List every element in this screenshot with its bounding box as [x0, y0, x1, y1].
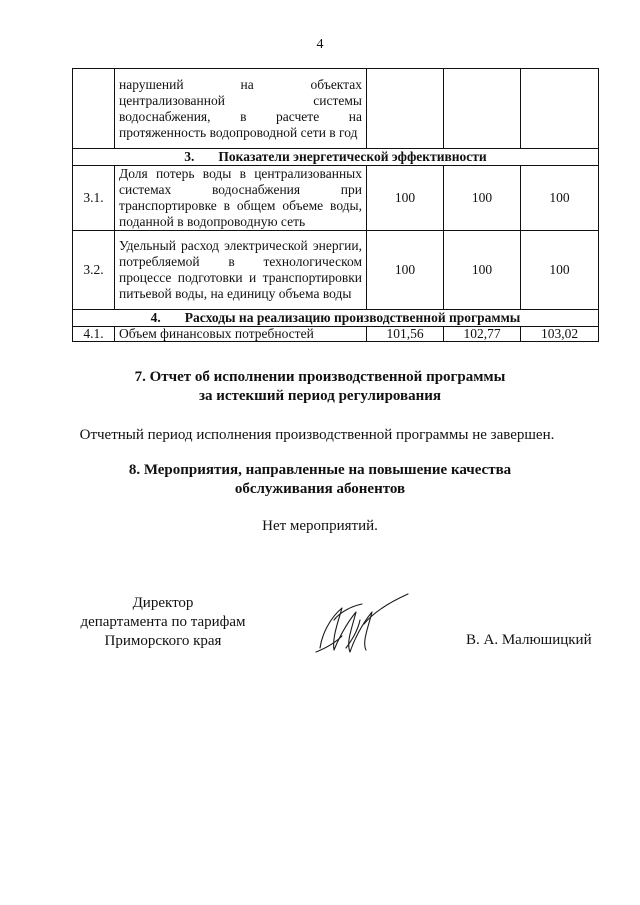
signatory-position	[68, 594, 258, 651]
continuation-description: нарушений на объектах централизованной системы водоснабжения, в расчете на протяженность водопроводной сети в год	[115, 69, 367, 149]
value-cell: 103,02	[521, 327, 599, 342]
row-number: 3.1.	[73, 166, 115, 231]
heading-line: 7. Отчет об исполнении производственной программы	[134, 369, 506, 385]
row-number: 4.1.	[73, 327, 115, 342]
value-cell	[444, 69, 521, 149]
value-cell: 102,77	[444, 327, 521, 342]
position-line: Директор	[132, 595, 194, 611]
row-description: Объем финансовых потребностей	[115, 327, 367, 342]
row-number: 3.2.	[73, 231, 115, 310]
page-number: 4	[316, 37, 324, 52]
value-cell: 100	[444, 231, 521, 310]
value-cell	[521, 69, 599, 149]
row-description: Доля потерь воды в централизованных системах водоснабжения при транспортировке в общем объеме воды, поданной в водопроводную сеть	[115, 166, 367, 231]
section-row-3	[73, 149, 599, 166]
section-title: Расходы на реализацию производственной программы	[184, 310, 521, 325]
handwritten-signature	[312, 590, 412, 660]
table-row	[73, 69, 599, 149]
position-line: Приморского края	[104, 633, 222, 649]
section-number: 4.	[150, 310, 161, 325]
table-row	[73, 231, 599, 310]
row-number-cell	[73, 69, 115, 149]
value-cell: 100	[444, 166, 521, 231]
indicators-table	[72, 68, 599, 342]
row-description: Удельный расход электрической энергии, потребляемой в технологическом процессе подготовки и транспортировки питьевой воды, на единицу объема воды	[115, 231, 367, 310]
section-row-4	[73, 310, 599, 327]
value-cell: 100	[367, 231, 444, 310]
heading-line: 8. Мероприятия, направленные на повышение качества	[128, 462, 512, 478]
signer-name: В. А. Малюшицкий	[466, 632, 592, 648]
table-row	[73, 327, 599, 342]
heading-line: обслуживания абонентов	[234, 481, 406, 497]
section-7-heading	[0, 368, 640, 406]
heading-line: за истекший период регулирования	[198, 388, 442, 404]
section-8-heading	[0, 461, 640, 499]
section-title: Показатели энергетической эффективности	[218, 149, 487, 164]
table-row	[73, 166, 599, 231]
section-8-text: Нет мероприятий.	[262, 518, 378, 534]
value-cell: 100	[367, 166, 444, 231]
value-cell: 101,56	[367, 327, 444, 342]
value-cell: 100	[521, 166, 599, 231]
position-line: департамента по тарифам	[80, 614, 246, 630]
section-number: 3.	[184, 149, 195, 164]
value-cell	[367, 69, 444, 149]
section-7-text: Отчетный период исполнения производственной программы не завершен.	[79, 427, 555, 443]
value-cell: 100	[521, 231, 599, 310]
